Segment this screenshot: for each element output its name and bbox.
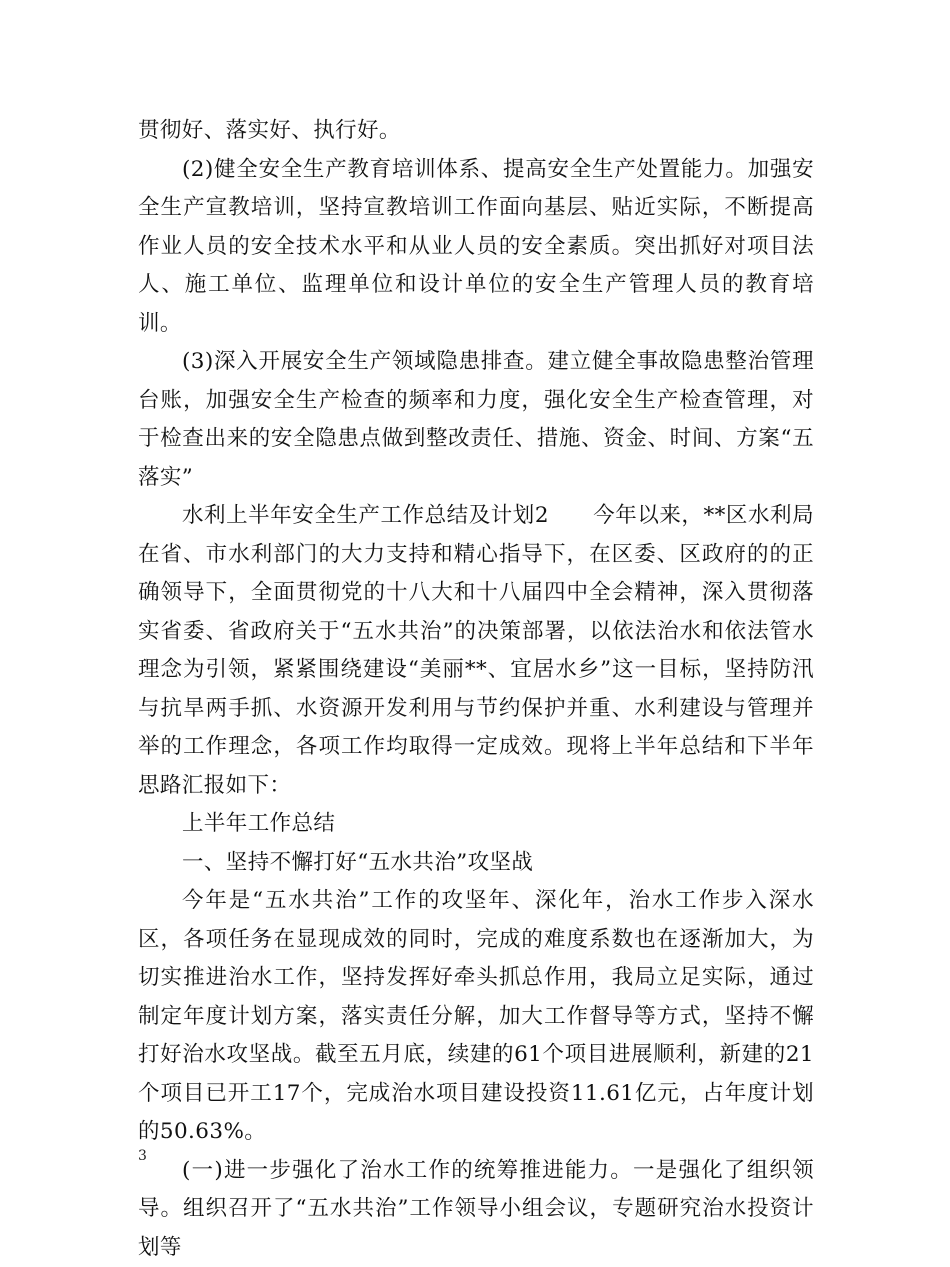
paragraph-coordination: (一)进一步强化了治水工作的统筹推进能力。一是强化了组织领导。组织召开了“五水共治”工作领导小组会议，专题研究治水投资计划等 [138,1152,814,1267]
paragraph-education-training: (2)健全安全生产教育培训体系、提高安全生产处置能力。加强安全生产宣教培训，坚持宣教培训工作面向基层、贴近实际，不断提高作业人员的安全技术水平和从业人员的安全素质。突出抓好对项目法人、施工单位、监理单位和设计单位的安全生产管理人员的教育培训。 [138,151,814,344]
document-body [138,112,814,1267]
paragraph-continuation: 贯彻好、落实好、执行好。 [138,112,814,151]
paragraph-report-intro: 水利上半年安全生产工作总结及计划2 今年以来，**区水利局在省、市水利部门的大力支持和精心指导下，在区委、区政府的的正确领导下，全面贯彻党的十八大和十八届四中全会精神，深入贯彻落实省委、省政府关于“五水共治”的决策部署，以依法治水和依法管水理念为引领，紧紧围绕建设“美丽**、宜居水乡”这一目标，坚持防汛与抗旱两手抓、水资源开发利用与节约保护并重、水利建设与管理并举的工作理念，各项工作均取得一定成效。现将上半年总结和下半年思路汇报如下： [138,497,814,805]
paragraph-hazard-inspection: (3)深入开展安全生产领域隐患排查。建立健全事故隐患整治管理台账，加强安全生产检查的频率和力度，强化安全生产检查管理，对于检查出来的安全隐患点做到整改责任、措施、资金、时间、方案“五落实” [138,343,814,497]
section-heading-five-water: 一、坚持不懈打好“五水共治”攻坚战 [138,844,814,883]
section-heading-summary: 上半年工作总结 [138,805,814,844]
page-number: 3 [138,1148,147,1164]
paragraph-five-water-progress: 今年是“五水共治”工作的攻坚年、深化年，治水工作步入深水区，各项任务在显现成效的同时，完成的难度系数也在逐渐加大，为切实推进治水工作，坚持发挥好牵头抓总作用，我局立足实际，通过制定年度计划方案，落实责任分解，加大工作督导等方式，坚持不懈打好治水攻坚战。截至五月底，续建的61个项目进展顺利，新建的21个项目已开工17个，完成治水项目建设投资11.61亿元，占年度计划的50.63%。 [138,882,814,1152]
